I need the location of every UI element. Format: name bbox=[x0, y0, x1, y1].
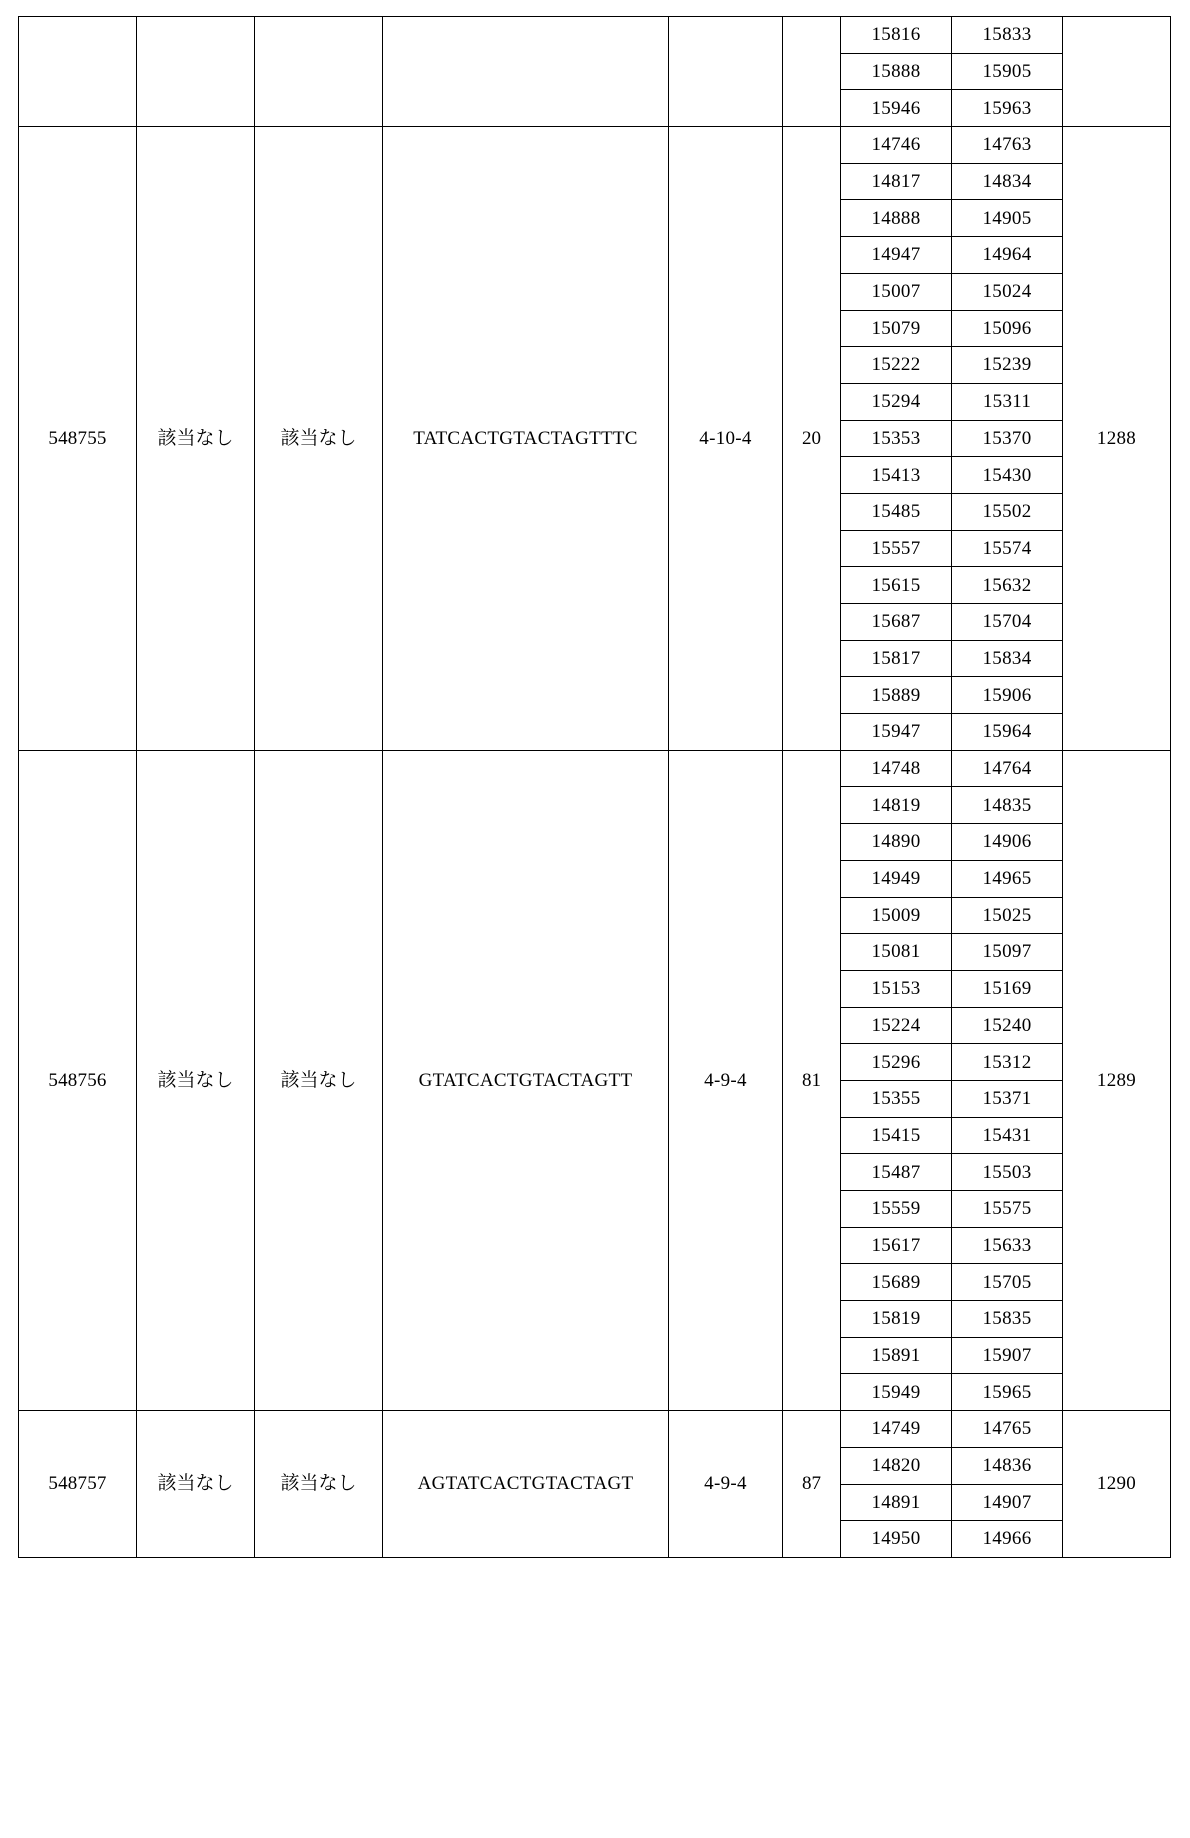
position-end-value: 15965 bbox=[952, 1374, 1063, 1410]
position-end-value: 15370 bbox=[952, 420, 1063, 457]
position-pair-row bbox=[841, 1484, 1062, 1521]
position-start-value: 15819 bbox=[841, 1301, 952, 1338]
position-pair-row bbox=[841, 640, 1062, 677]
position-end-value: 15906 bbox=[952, 677, 1063, 714]
position-start-value: 15224 bbox=[841, 1007, 952, 1044]
position-end-value: 15096 bbox=[952, 310, 1063, 347]
table-body bbox=[19, 17, 1171, 1558]
position-end-value: 14964 bbox=[952, 237, 1063, 274]
position-pairs-table bbox=[841, 751, 1062, 1410]
position-pair-row bbox=[841, 383, 1062, 420]
position-end-value: 15907 bbox=[952, 1337, 1063, 1374]
position-end-value: 15905 bbox=[952, 53, 1063, 90]
position-start-value: 15413 bbox=[841, 457, 952, 494]
position-end-value: 15311 bbox=[952, 383, 1063, 420]
position-pair-row bbox=[841, 1411, 1062, 1447]
position-pair-row bbox=[841, 1337, 1062, 1374]
position-pairs-cell bbox=[841, 750, 1063, 1410]
position-pairs-table bbox=[841, 127, 1062, 750]
position-end-value: 14835 bbox=[952, 787, 1063, 824]
col-b-cell: 該当なし bbox=[255, 750, 383, 1410]
position-end-value: 14836 bbox=[952, 1447, 1063, 1484]
position-start-value: 15557 bbox=[841, 530, 952, 567]
position-pairs-cell bbox=[841, 17, 1063, 127]
position-pair-row bbox=[841, 860, 1062, 897]
position-end-value: 15705 bbox=[952, 1264, 1063, 1301]
position-start-value: 14890 bbox=[841, 824, 952, 861]
sequence-id-cell: 548757 bbox=[19, 1411, 137, 1558]
position-end-value: 15431 bbox=[952, 1117, 1063, 1154]
position-start-value: 14949 bbox=[841, 860, 952, 897]
table-row bbox=[19, 1411, 1171, 1558]
position-pair-row bbox=[841, 163, 1062, 200]
position-pair-row bbox=[841, 824, 1062, 861]
table-row bbox=[19, 127, 1171, 751]
position-end-value: 14834 bbox=[952, 163, 1063, 200]
position-end-value: 14764 bbox=[952, 751, 1063, 787]
continuation-sequence-cell bbox=[383, 17, 669, 127]
position-pair-row bbox=[841, 1044, 1062, 1081]
col-b-cell: 該当なし bbox=[255, 1411, 383, 1558]
position-end-value: 15633 bbox=[952, 1227, 1063, 1264]
sequence-cell: AGTATCACTGTACTAGT bbox=[383, 1411, 669, 1558]
position-pair-row bbox=[841, 1154, 1062, 1191]
position-pair-row bbox=[841, 493, 1062, 530]
position-start-value: 15009 bbox=[841, 897, 952, 934]
position-end-value: 14905 bbox=[952, 200, 1063, 237]
col-a-cell: 該当なし bbox=[137, 1411, 255, 1558]
col-b-cell: 該当なし bbox=[255, 127, 383, 751]
position-start-value: 15355 bbox=[841, 1080, 952, 1117]
position-pair-row bbox=[841, 1447, 1062, 1484]
position-pair-row bbox=[841, 677, 1062, 714]
position-pair-row bbox=[841, 787, 1062, 824]
sequence-cell: GTATCACTGTACTAGTT bbox=[383, 750, 669, 1410]
count-cell: 20 bbox=[783, 127, 841, 751]
position-end-value: 15963 bbox=[952, 90, 1063, 126]
position-start-value: 15615 bbox=[841, 567, 952, 604]
motif-cell: 4-9-4 bbox=[669, 1411, 783, 1558]
position-start-value: 15081 bbox=[841, 934, 952, 971]
position-end-value: 15503 bbox=[952, 1154, 1063, 1191]
position-pair-row bbox=[841, 1227, 1062, 1264]
position-end-value: 14906 bbox=[952, 824, 1063, 861]
position-end-value: 15169 bbox=[952, 970, 1063, 1007]
position-pair-row bbox=[841, 751, 1062, 787]
continuation-col-b-cell bbox=[255, 17, 383, 127]
position-pairs-cell bbox=[841, 1411, 1063, 1558]
continuation-col-a-cell bbox=[137, 17, 255, 127]
position-end-value: 14763 bbox=[952, 127, 1063, 163]
position-start-value: 15949 bbox=[841, 1374, 952, 1410]
position-start-value: 15689 bbox=[841, 1264, 952, 1301]
position-end-value: 15964 bbox=[952, 714, 1063, 750]
position-pair-row bbox=[841, 310, 1062, 347]
position-start-value: 14749 bbox=[841, 1411, 952, 1447]
position-start-value: 14817 bbox=[841, 163, 952, 200]
position-end-value: 15097 bbox=[952, 934, 1063, 971]
col-a-cell: 該当なし bbox=[137, 127, 255, 751]
motif-cell: 4-9-4 bbox=[669, 750, 783, 1410]
position-end-value: 15240 bbox=[952, 1007, 1063, 1044]
position-start-value: 15485 bbox=[841, 493, 952, 530]
position-pair-row bbox=[841, 237, 1062, 274]
position-start-value: 15007 bbox=[841, 273, 952, 310]
position-start-value: 15816 bbox=[841, 17, 952, 53]
position-end-value: 14765 bbox=[952, 1411, 1063, 1447]
record-number-cell: 1290 bbox=[1063, 1411, 1171, 1558]
position-start-value: 14888 bbox=[841, 200, 952, 237]
position-start-value: 15487 bbox=[841, 1154, 952, 1191]
position-start-value: 15946 bbox=[841, 90, 952, 126]
position-pair-row bbox=[841, 1374, 1062, 1410]
count-cell: 81 bbox=[783, 750, 841, 1410]
position-pair-row bbox=[841, 530, 1062, 567]
position-start-value: 15947 bbox=[841, 714, 952, 750]
position-pair-row bbox=[841, 714, 1062, 750]
position-end-value: 15575 bbox=[952, 1191, 1063, 1228]
position-pairs-cell bbox=[841, 127, 1063, 751]
position-start-value: 15153 bbox=[841, 970, 952, 1007]
position-end-value: 15632 bbox=[952, 567, 1063, 604]
position-start-value: 14947 bbox=[841, 237, 952, 274]
table-row-continuation bbox=[19, 17, 1171, 127]
position-pair-row bbox=[841, 970, 1062, 1007]
position-pair-row bbox=[841, 200, 1062, 237]
position-end-value: 15574 bbox=[952, 530, 1063, 567]
position-start-value: 14819 bbox=[841, 787, 952, 824]
position-start-value: 14746 bbox=[841, 127, 952, 163]
position-end-value: 15835 bbox=[952, 1301, 1063, 1338]
position-end-value: 15239 bbox=[952, 347, 1063, 384]
position-pair-row bbox=[841, 1521, 1062, 1557]
record-number-cell: 1289 bbox=[1063, 750, 1171, 1410]
sequence-cell: TATCACTGTACTAGTTTC bbox=[383, 127, 669, 751]
position-end-value: 15834 bbox=[952, 640, 1063, 677]
position-start-value: 15559 bbox=[841, 1191, 952, 1228]
continuation-count-cell bbox=[783, 17, 841, 127]
continuation-id-cell bbox=[19, 17, 137, 127]
position-start-value: 15817 bbox=[841, 640, 952, 677]
position-pair-row bbox=[841, 1080, 1062, 1117]
position-pairs-table bbox=[841, 1411, 1062, 1557]
position-pair-row bbox=[841, 17, 1062, 53]
sequence-id-cell: 548756 bbox=[19, 750, 137, 1410]
position-end-value: 15312 bbox=[952, 1044, 1063, 1081]
position-start-value: 14820 bbox=[841, 1447, 952, 1484]
position-end-value: 14966 bbox=[952, 1521, 1063, 1557]
position-pair-row bbox=[841, 1007, 1062, 1044]
sequence-id-cell: 548755 bbox=[19, 127, 137, 751]
position-pair-row bbox=[841, 604, 1062, 641]
position-pair-row bbox=[841, 457, 1062, 494]
position-start-value: 15296 bbox=[841, 1044, 952, 1081]
position-pair-row bbox=[841, 420, 1062, 457]
table-row bbox=[19, 750, 1171, 1410]
position-pair-row bbox=[841, 567, 1062, 604]
position-end-value: 14965 bbox=[952, 860, 1063, 897]
position-pair-row bbox=[841, 1117, 1062, 1154]
position-start-value: 15353 bbox=[841, 420, 952, 457]
position-start-value: 14950 bbox=[841, 1521, 952, 1557]
position-pair-row bbox=[841, 53, 1062, 90]
col-a-cell: 該当なし bbox=[137, 750, 255, 1410]
position-start-value: 14748 bbox=[841, 751, 952, 787]
position-pair-row bbox=[841, 934, 1062, 971]
position-pair-row bbox=[841, 347, 1062, 384]
position-pair-row bbox=[841, 273, 1062, 310]
position-end-value: 14907 bbox=[952, 1484, 1063, 1521]
position-pair-row bbox=[841, 127, 1062, 163]
position-end-value: 15024 bbox=[952, 273, 1063, 310]
position-start-value: 15415 bbox=[841, 1117, 952, 1154]
position-pair-row bbox=[841, 90, 1062, 126]
position-pair-row bbox=[841, 1264, 1062, 1301]
record-number-cell: 1288 bbox=[1063, 127, 1171, 751]
position-start-value: 15889 bbox=[841, 677, 952, 714]
position-start-value: 15888 bbox=[841, 53, 952, 90]
position-start-value: 15687 bbox=[841, 604, 952, 641]
position-start-value: 15617 bbox=[841, 1227, 952, 1264]
position-start-value: 15891 bbox=[841, 1337, 952, 1374]
continuation-motif-cell bbox=[669, 17, 783, 127]
sequence-listing-table bbox=[18, 16, 1171, 1558]
position-pairs-table bbox=[841, 17, 1062, 126]
position-pair-row bbox=[841, 897, 1062, 934]
motif-cell: 4-10-4 bbox=[669, 127, 783, 751]
position-end-value: 15704 bbox=[952, 604, 1063, 641]
position-end-value: 15430 bbox=[952, 457, 1063, 494]
position-start-value: 14891 bbox=[841, 1484, 952, 1521]
position-end-value: 15025 bbox=[952, 897, 1063, 934]
position-start-value: 15079 bbox=[841, 310, 952, 347]
position-end-value: 15502 bbox=[952, 493, 1063, 530]
position-start-value: 15222 bbox=[841, 347, 952, 384]
position-start-value: 15294 bbox=[841, 383, 952, 420]
position-end-value: 15833 bbox=[952, 17, 1063, 53]
position-pair-row bbox=[841, 1301, 1062, 1338]
continuation-last-cell bbox=[1063, 17, 1171, 127]
position-end-value: 15371 bbox=[952, 1080, 1063, 1117]
position-pair-row bbox=[841, 1191, 1062, 1228]
count-cell: 87 bbox=[783, 1411, 841, 1558]
